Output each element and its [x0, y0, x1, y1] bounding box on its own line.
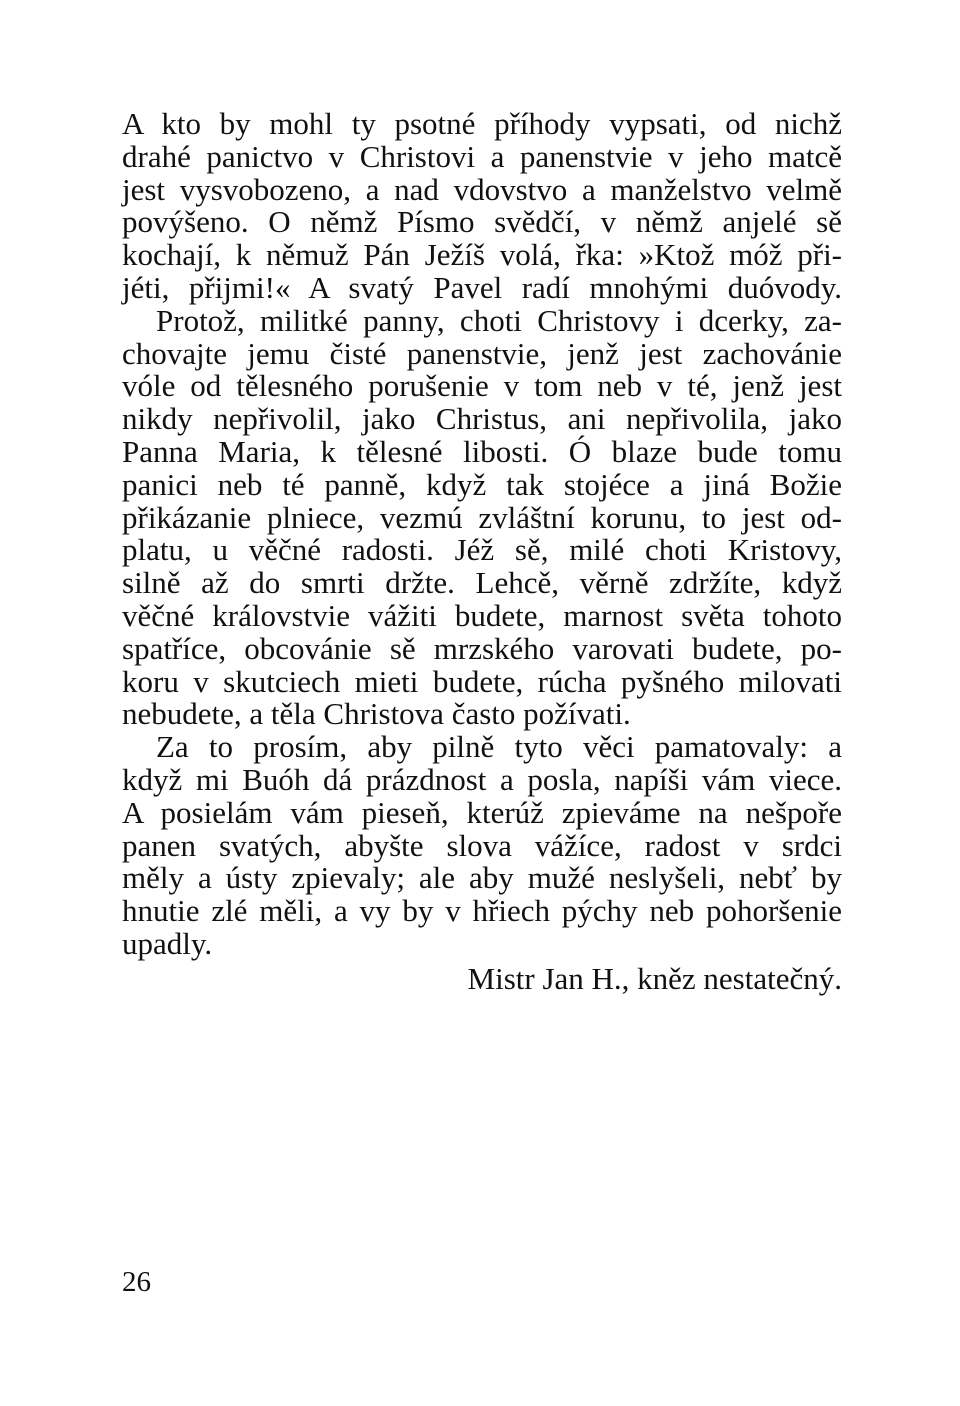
text-line: panen svatých, abyšte slova vážíce, radost v srdci	[122, 827, 842, 863]
page-number: 26	[122, 1266, 151, 1298]
text-line: nikdy nepřivolil, jako Christus, ani nepřivolila, jako	[122, 401, 842, 437]
text-line: povýšeno. O němž Písmo svědčí, v němž anjelé sě	[122, 204, 842, 240]
text-line: kochají, k němuž Pán Ježíš volá, řka: »Ktož móž při-	[122, 237, 842, 273]
body-text	[122, 108, 842, 996]
text-line: vóle od tělesného porušenie v tom neb v té, jenž jest	[122, 368, 842, 404]
text-line: spatříce, obcovánie sě mrzského varovati budete, po-	[122, 630, 842, 666]
text-line: jéti, přijmi!« A svatý Pavel radí mnohými duóvody.	[122, 269, 842, 305]
text-line: drahé panictvo v Christovi a panenstvie v jeho matcě	[122, 138, 842, 174]
text-line: panici neb té panně, když tak stojéce a jiná Božie	[122, 466, 842, 502]
text-line: Za to prosím, aby pilně tyto věci pamatovaly: a	[156, 729, 842, 765]
text-line: Panna Maria, k tělesné libosti. Ó blaze bude tomu	[122, 433, 842, 469]
text-line: Protož, militké panny, choti Christovy i dcerky, za-	[156, 302, 842, 338]
text-line: upadly.	[122, 925, 213, 961]
signature: Mistr Jan H., kněz nestatečný.	[467, 960, 842, 996]
text-line: nebudete, a těla Christova často požívati.	[122, 696, 631, 732]
text-line: hnutie zlé měli, a vy by v hřiech pýchy neb pohoršenie	[122, 893, 842, 929]
text-line: když mi Buóh dá prázdnost a posla, napíši vám viece.	[122, 761, 842, 797]
text-line: koru v skutciech mieti budete, rúcha pyšného milovati	[122, 663, 842, 699]
text-line: měly a ústy zpievaly; ale aby mužé neslyšeli, nebť by	[122, 860, 842, 896]
text-line: věčné královstvie vážiti budete, marnost světa tohoto	[122, 597, 842, 633]
text-line: A posielám vám pieseň, kterúž zpieváme na nešpoře	[122, 794, 842, 830]
text-line: přikázanie plniece, vezmú zvláštní korunu, to jest od-	[122, 499, 842, 535]
text-line: jest vysvobozeno, a nad vdovstvo a manželstvo velmě	[122, 171, 842, 207]
text-line: A kto by mohl ty psotné příhody vypsati, od nichž	[122, 106, 842, 141]
text-line: chovajte jemu čisté panenstvie, jenž jest zachovánie	[122, 335, 842, 371]
text-line: silně až do smrti držte. Lehcě, věrně zdržíte, když	[122, 565, 842, 601]
text-line: platu, u věčné radosti. Jéž sě, milé choti Kristovy,	[122, 532, 842, 568]
